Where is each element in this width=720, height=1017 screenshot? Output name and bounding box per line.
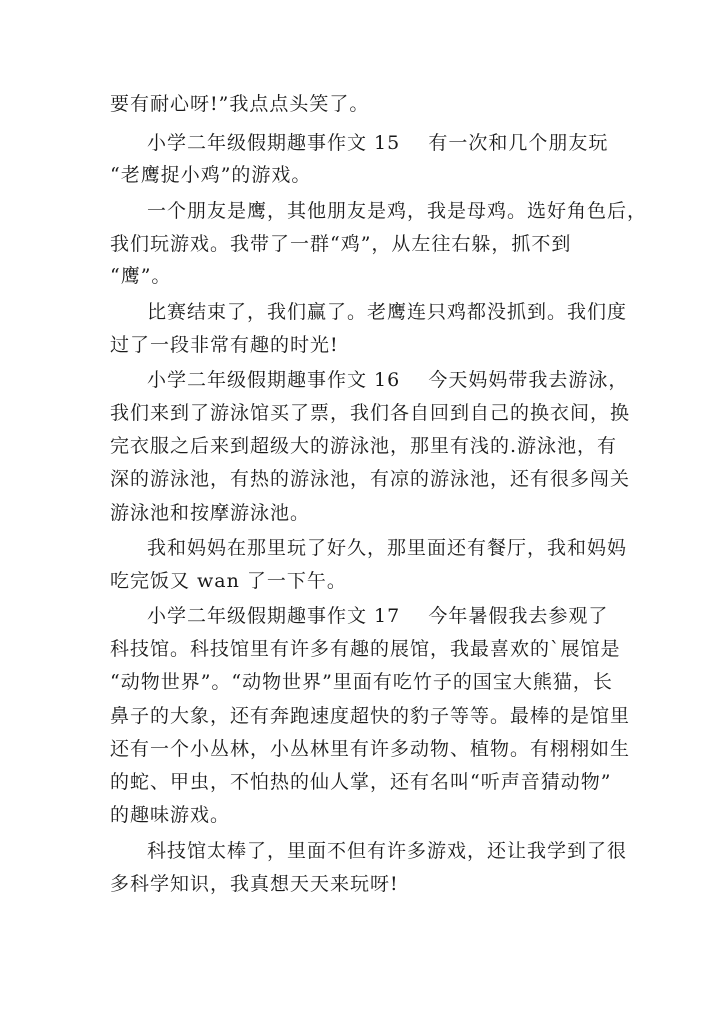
text-line: 小学二年级假期趣事作文 16 今天妈妈带我去游泳， — [147, 369, 629, 391]
text-line: 游泳池和按摩游泳池。 — [110, 502, 311, 524]
text-line: 吃完饭又 wan 了一下午。 — [110, 570, 347, 592]
text-line: 多科学知识，我真想天天来玩呀! — [110, 873, 399, 895]
text-line: “鹰”。 — [110, 265, 172, 287]
text-line: 的趣味游戏。 — [110, 804, 231, 826]
text-line: 科技馆太棒了，里面不但有许多游戏，还让我学到了很 — [147, 840, 628, 862]
text-line: 鼻子的大象，还有奔跑速度超快的豹子等等。最棒的是馆里 — [110, 705, 631, 727]
text-line: 我们玩游戏。我带了一群“鸡”，从左往右躲，抓不到 — [110, 233, 572, 255]
text-line: 的蛇、甲虫，不怕热的仙人掌，还有名叫“听声音猜动物” — [110, 771, 612, 793]
text-line: “动物世界”。“动物世界”里面有吃竹子的国宝大熊猫，长 — [110, 671, 613, 693]
text-line: 深的游泳池，有热的游泳池，有凉的游泳池，还有很多闯关 — [110, 468, 631, 490]
text-line: 过了一段非常有趣的时光! — [110, 334, 339, 356]
text-line: 小学二年级假期趣事作文 17 今年暑假我去参观了 — [147, 605, 609, 627]
text-line: 我和妈妈在那里玩了好久，那里面还有餐厅，我和妈妈 — [147, 537, 628, 559]
text-line: 要有耐心呀!”我点点头笑了。 — [110, 93, 370, 115]
text-line: 还有一个小丛林，小丛林里有许多动物、植物。有栩栩如生 — [110, 738, 631, 760]
text-line: 我们来到了游泳馆买了票，我们各自回到自己的换衣间，换 — [110, 402, 631, 424]
text-line: 科技馆。科技馆里有许多有趣的展馆，我最喜欢的`展馆是 — [110, 638, 621, 660]
text-line: “老鹰捉小鸡”的游戏。 — [110, 164, 312, 186]
text-line: 小学二年级假期趣事作文 15 有一次和几个朋友玩 — [147, 132, 609, 154]
text-line: 完衣服之后来到超级大的游泳池，那里有浅的.游泳池，有 — [110, 435, 618, 457]
text-line: 一个朋友是鹰，其他朋友是鸡，我是母鸡。选好角色后， — [147, 200, 648, 222]
text-line: 比赛结束了，我们赢了。老鹰连只鸡都没抓到。我们度 — [147, 301, 628, 323]
